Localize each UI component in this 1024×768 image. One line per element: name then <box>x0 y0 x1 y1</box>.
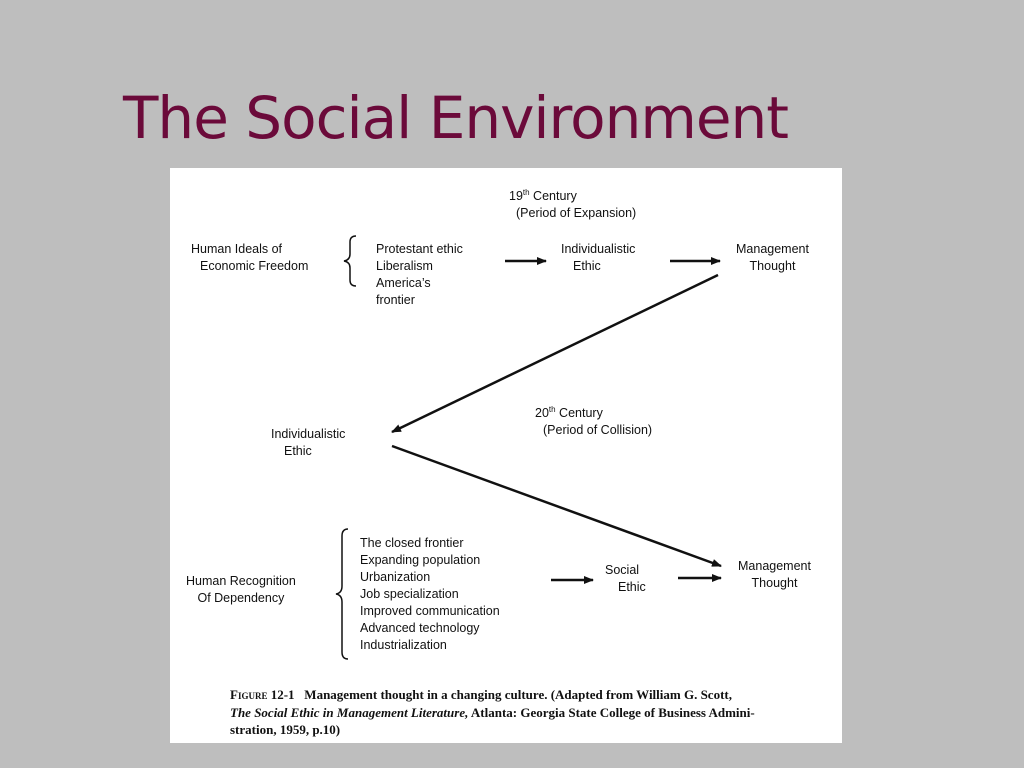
human-ideals-label: Human Ideals of Economic Freedom <box>191 242 309 273</box>
caption-line3: stration, 1959, p.10) <box>230 722 341 737</box>
caption-line1: Management thought in a changing culture. (Adapted from William G. Scott, <box>304 687 732 702</box>
middle-individualistic-ethic: Individualistic Ethic <box>271 427 346 458</box>
list-item: Improved communication <box>360 604 500 618</box>
period-of-expansion: (Period of Expansion) <box>516 206 637 220</box>
row1-factor-list <box>376 241 463 309</box>
slide-title: The Social Environment <box>123 84 789 152</box>
row2-factor-list <box>360 535 500 654</box>
row1-individualistic-ethic: Individualistic Ethic <box>561 242 636 273</box>
list-item: Advanced technology <box>360 621 480 635</box>
brace-row2 <box>336 529 348 659</box>
caption-line2: Atlanta: Georgia State College of Business Admini- <box>468 704 755 720</box>
list-item: Protestant ethic <box>376 242 463 256</box>
period-of-collision: (Period of Collision) <box>543 423 653 437</box>
list-item: Urbanization <box>360 570 431 584</box>
figure-number: 12-1 <box>267 687 295 702</box>
figure-panel <box>170 168 842 743</box>
list-item: Industrialization <box>360 638 447 652</box>
list-item: America’s <box>376 276 431 290</box>
list-item: Job specialization <box>360 587 459 601</box>
brace-row1 <box>344 236 356 286</box>
figure-caption <box>230 686 830 739</box>
caption-book-title: The Social Ethic in Management Literature, <box>230 704 469 720</box>
list-item: Expanding population <box>360 553 481 567</box>
figure-label: Figure <box>230 687 268 702</box>
human-recognition-label: Human Recognition Of Dependency <box>186 574 296 605</box>
century-19-heading: 19th Century (Period of Expansion) <box>509 188 637 220</box>
list-item: Liberalism <box>376 259 433 273</box>
list-item: frontier <box>376 293 415 307</box>
century-20-heading: 20th Century (Period of Collision) <box>535 405 653 437</box>
row2-management-thought: Management Thought <box>738 559 811 590</box>
row2-social-ethic: Social Ethic <box>605 563 646 594</box>
list-item: The closed frontier <box>360 536 464 550</box>
row1-management-thought: Management Thought <box>736 242 809 273</box>
